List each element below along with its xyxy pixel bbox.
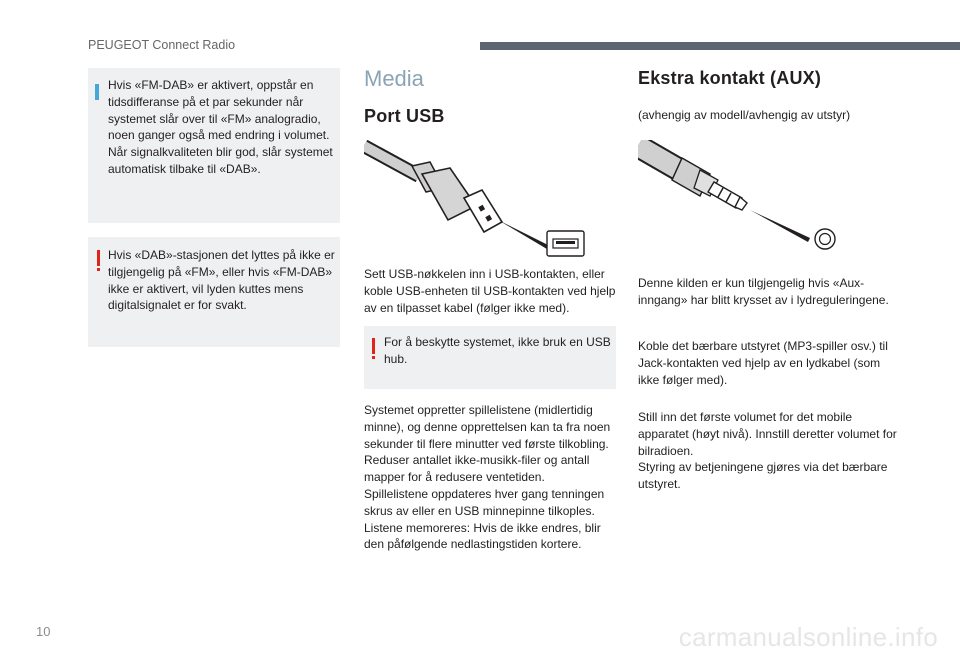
usb-plug-icon	[364, 140, 614, 260]
aux-para-3: Still inn det første volumet for det mobile apparatet (høyt nivå). Innstill deretter volumet for bilradioen. Styring av betjeningene gjøres via det bærbare utstyret.	[638, 410, 897, 492]
usb-warning-box	[364, 326, 616, 389]
info-box	[88, 68, 340, 223]
warning-icon-dot	[97, 268, 100, 271]
warning-icon-dot	[372, 356, 375, 359]
aux-para-2: Koble det bærbare utstyret (MP3-spiller osv.) til Jack-kontakten ved hjelp av en lydkabel (som ikke følger med).	[638, 339, 888, 387]
watermark: carmanualsonline.info	[678, 622, 938, 652]
info-box-text: Hvis «FM-DAB» er aktivert, oppstår en tidsdifferanse på et par sekunder når systemet slår over til «FM» analogradio, noen ganger også med endring i volumet. Når signalkvaliteten blir god, slår systemet automatisk tilbake til «DAB».	[108, 78, 333, 176]
aux-para-1: Denne kilden er kun tilgjengelig hvis «Aux-inngang» har blitt krysset av i lydreguleringene.	[638, 276, 889, 307]
warning-box-text: Hvis «DAB»-stasjonen det lyttes på ikke er tilgjengelig på «FM», eller hvis «FM-DAB» ikke er aktivert, vil lyden kuttes mens digitalsignalet er for svakt.	[108, 248, 335, 313]
usb-body-text: Systemet oppretter spillelistene (midlertidig minne), og denne opprettelsen kan ta fra noen sekunder til flere minutter ved første tilkobling. Reduser antallet ikke-musikk-filer og antall mapper for å redusere ventetiden. Spillelistene oppdateres hver gang tenningen skrus av eller en USB minnepinne tilkoples. Listene memoreres: Hvis de ikke endres, blir den påfølgende nedlastingstiden kortere.	[364, 403, 611, 552]
warning-icon	[372, 338, 375, 354]
aux-jack-icon	[638, 140, 858, 260]
aux-title: Ekstra kontakt (AUX)	[638, 68, 822, 88]
page-number: 10	[36, 624, 51, 639]
warning-box	[88, 237, 340, 347]
usb-intro-text: Sett USB-nøkkelen inn i USB-kontakten, eller koble USB-enheten til USB-kontakten ved hjelp av en tilpasset kabel (følger ikke med).	[364, 267, 616, 315]
header-bar	[480, 42, 960, 50]
aux-note: (avhengig av modell/avhengig av utstyr)	[638, 108, 851, 122]
running-header: PEUGEOT Connect Radio	[88, 38, 236, 52]
subtitle-port-usb: Port USB	[364, 106, 445, 126]
info-icon	[95, 84, 99, 100]
warning-icon	[97, 250, 100, 266]
section-title-media: Media	[364, 66, 424, 91]
usb-warning-text: For å beskytte systemet, ikke bruk en USB hub.	[384, 335, 611, 366]
